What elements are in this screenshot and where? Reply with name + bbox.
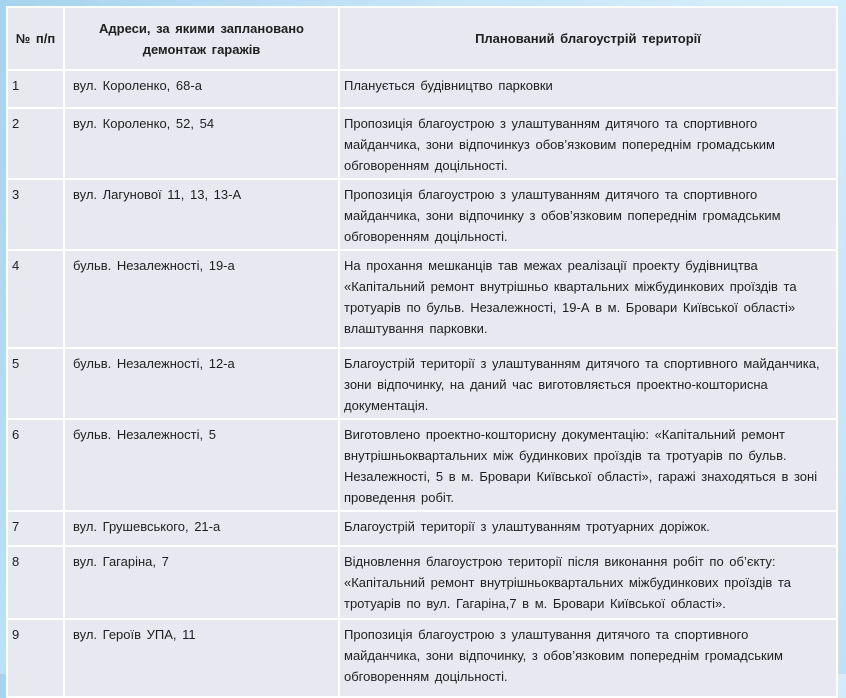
improvement-cell: Благоустрій території з улаштуванням дитячого та спортивного майданчика, зони відпочинку, на даний час виготовляється проектно-кошторисна документація. (340, 349, 836, 418)
row-number-cell: 1 (8, 71, 63, 107)
improvement-cell: Благоустрій території з улаштуванням тротуарних доріжок. (340, 512, 836, 545)
row-number-cell: 9 (8, 620, 63, 696)
table-row (8, 109, 836, 178)
row-number-cell: 5 (8, 349, 63, 418)
table-row (8, 71, 836, 107)
table-row (8, 349, 836, 418)
address-cell: вул. Грушевського, 21-а (65, 512, 338, 545)
improvement-cell: На прохання мешканців тав межах реалізації проекту будівництва «Капітальний ремонт внутрішньо квартальних міжбудинкових проїздів та тротуарів по бульв. Незалежності, 19-А в м. Бровари Київської області» влаштування парковки. (340, 251, 836, 347)
address-cell: вул. Короленко, 52, 54 (65, 109, 338, 178)
improvement-cell: Пропозиція благоустрою з улаштуванням дитячого та спортивного майданчика, зони відпочинкуз обов’язковим попереднім громадським обговоренням доцільності. (340, 109, 836, 178)
improvement-cell: Пропозиція благоустрою з улаштування дитячого та спортивного майданчика, зони відпочинку, з обов’язковим попереднім громадським обговоренням доцільності. (340, 620, 836, 696)
table-row (8, 620, 836, 696)
address-cell: бульв. Незалежності, 19-а (65, 251, 338, 347)
address-cell: бульв. Незалежності, 5 (65, 420, 338, 510)
header-addresses: Адреси, за якими заплановано демонтаж гаражів (65, 8, 338, 69)
improvement-cell: Планується будівництво парковки (340, 71, 836, 107)
header-number: № п/п (8, 8, 63, 69)
row-number-cell: 8 (8, 547, 63, 618)
address-cell: вул. Короленко, 68-а (65, 71, 338, 107)
improvement-cell: Виготовлено проектно-кошторисну документацію: «Капітальний ремонт внутрішньоквартальних між будинкових проїздів та тротуарів по бульв. Незалежності, 5 в м. Бровари Київської області», гаражі знаходяться в зоні проведення робіт. (340, 420, 836, 510)
header-improvement: Планований благоустрій території (340, 8, 836, 69)
row-number-cell: 3 (8, 180, 63, 249)
table-row (8, 420, 836, 510)
table-row (8, 251, 836, 347)
table-header (8, 8, 836, 69)
address-cell: бульв. Незалежності, 12-а (65, 349, 338, 418)
table-row (8, 547, 836, 618)
page (0, 6, 846, 684)
header-row (8, 8, 836, 69)
address-cell: вул. Лагунової 11, 13, 13-А (65, 180, 338, 249)
garage-demolition-table (6, 6, 838, 698)
row-number-cell: 4 (8, 251, 63, 347)
row-number-cell: 2 (8, 109, 63, 178)
address-cell: вул. Гагаріна, 7 (65, 547, 338, 618)
table-body (8, 71, 836, 696)
table-row (8, 180, 836, 249)
address-cell: вул. Героїв УПА, 11 (65, 620, 338, 696)
row-number-cell: 7 (8, 512, 63, 545)
table-row (8, 512, 836, 545)
improvement-cell: Пропозиція благоустрою з улаштуванням дитячого та спортивного майданчика, зони відпочинку з обов’язковим попереднім громадським обговоренням доцільності. (340, 180, 836, 249)
row-number-cell: 6 (8, 420, 63, 510)
improvement-cell: Відновлення благоустрою території після виконання робіт по об’єкту: «Капітальний ремонт внутрішньоквартальних міжбудинкових проїздів та тротуарів по вул. Гагаріна,7 в м. Бровари Київської області». (340, 547, 836, 618)
